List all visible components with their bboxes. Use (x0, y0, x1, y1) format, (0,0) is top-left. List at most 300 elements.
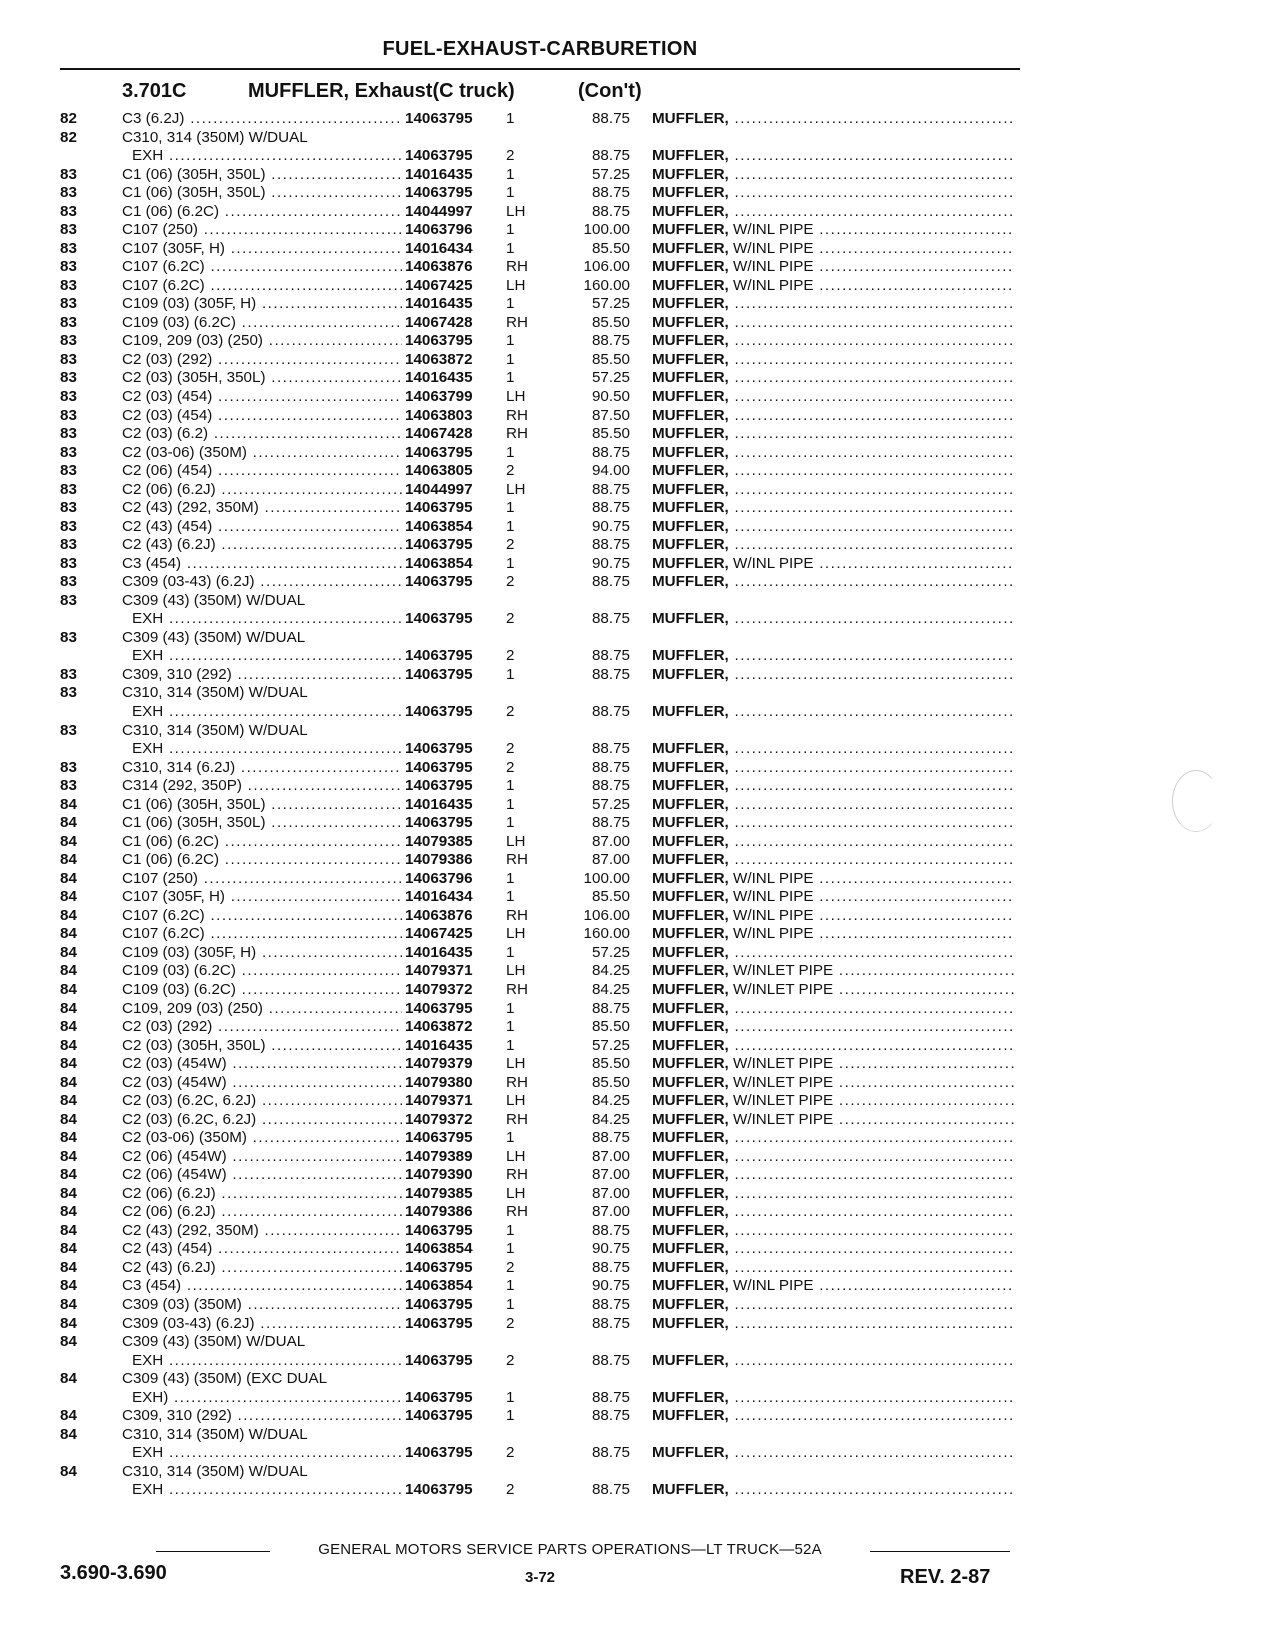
table-row (0, 1259, 1280, 1278)
quantity: 1 (506, 869, 515, 887)
price: 106.00 (583, 258, 630, 276)
footer-publisher: GENERAL MOTORS SERVICE PARTS OPERATIONS—LT TRUCK—52A (318, 1541, 822, 1558)
quantity: 1 (506, 888, 515, 906)
part-name-qualifier: W/INL PIPE (733, 925, 814, 943)
part-number: 14063795 (405, 536, 473, 554)
quantity: 1 (506, 814, 515, 832)
model-description: C1 (06) (305H, 350L) ..... (122, 814, 402, 833)
figure-number: 84 (60, 1092, 77, 1110)
model-description: C309 (03-43) (6.2J) ..... (122, 573, 402, 592)
model-description: EXH ..... (132, 1481, 402, 1500)
part-name (652, 1018, 1014, 1037)
part-number: 14016435 (405, 943, 473, 961)
figure-number: 84 (60, 1314, 77, 1332)
part-name-qualifier: W/INLET PIPE (733, 980, 834, 998)
figure-number: 83 (60, 499, 77, 517)
part-name-main: MUFFLER, (652, 1314, 729, 1332)
part-number: 14063876 (405, 906, 473, 924)
part-name (652, 777, 1014, 796)
table-row (0, 1222, 1280, 1241)
quantity: 1 (506, 110, 515, 127)
model-description: C2 (43) (454) ..... (122, 1240, 402, 1259)
part-name-qualifier: W/INLET PIPE (733, 1073, 834, 1091)
part-name-main: MUFFLER, (652, 554, 729, 572)
part-name-main: MUFFLER, (652, 295, 729, 313)
part-name (652, 203, 1014, 222)
table-row (0, 1240, 1280, 1259)
part-name (652, 407, 1014, 426)
figure-number: 83 (60, 443, 77, 461)
part-name (652, 851, 1014, 870)
price: 88.75 (591, 1258, 630, 1276)
figure-number: 84 (60, 1370, 77, 1388)
price: 85.50 (591, 1073, 630, 1091)
quantity: 1 (506, 184, 515, 202)
part-number: 14063795 (405, 1481, 473, 1499)
quantity: 1 (506, 369, 515, 387)
model-description: C107 (6.2C) ..... (122, 925, 402, 944)
part-name-main: MUFFLER, (652, 1110, 729, 1128)
figure-number: 84 (60, 943, 77, 961)
price: 85.50 (591, 888, 630, 906)
quantity: 1 (506, 1407, 515, 1425)
part-number: 14063795 (405, 1407, 473, 1425)
model-description: EXH ..... (132, 703, 402, 722)
figure-number: 83 (60, 406, 77, 424)
table-row (0, 1277, 1280, 1296)
quantity: 2 (506, 147, 515, 165)
part-name (652, 462, 1014, 481)
figure-number: 84 (60, 1221, 77, 1239)
model-description: C1 (06) (6.2C) ..... (122, 851, 402, 870)
figure-number: 83 (60, 721, 77, 739)
part-name (652, 332, 1014, 351)
table-row (0, 369, 1280, 388)
model-description: EXH ..... (132, 1444, 402, 1463)
part-name (652, 369, 1014, 388)
price: 88.75 (591, 703, 630, 720)
quantity: 1 (506, 1036, 515, 1054)
price: 57.25 (591, 165, 630, 183)
table-row (0, 1037, 1280, 1056)
parts-list (0, 110, 1280, 1500)
price: 90.75 (591, 517, 630, 535)
model-description: C1 (06) (6.2C) ..... (122, 203, 402, 222)
quantity: 2 (506, 1258, 515, 1276)
quantity: RH (506, 1203, 528, 1221)
figure-number: 83 (60, 295, 77, 313)
model-description: C2 (03) (292) ..... (122, 351, 402, 370)
part-name (652, 314, 1014, 333)
figure-number: 84 (60, 1166, 77, 1184)
part-name-main: MUFFLER, (652, 1073, 729, 1091)
table-row (0, 1000, 1280, 1019)
part-name-main: MUFFLER, (652, 1481, 729, 1499)
price: 100.00 (583, 221, 630, 239)
table-row (0, 1203, 1280, 1222)
part-name (652, 610, 1014, 629)
part-number: 14063795 (405, 758, 473, 776)
quantity: 2 (506, 647, 515, 665)
price: 88.75 (591, 610, 630, 628)
price: 85.50 (591, 239, 630, 257)
price: 88.75 (591, 1388, 630, 1406)
quantity: LH (506, 387, 526, 405)
part-number: 14067425 (405, 276, 473, 294)
price: 90.75 (591, 554, 630, 572)
part-name (652, 499, 1014, 518)
price: 84.25 (591, 1110, 630, 1128)
part-number: 14063795 (405, 1351, 473, 1369)
quantity: LH (506, 1092, 526, 1110)
price: 88.75 (591, 1296, 630, 1313)
page-number: 3-72 (524, 1569, 556, 1586)
price: 94.00 (591, 462, 630, 480)
model-description: C107 (6.2C) ..... (122, 907, 402, 926)
table-row (0, 277, 1280, 296)
quantity: 2 (506, 610, 515, 628)
part-number: 14067428 (405, 425, 473, 443)
price: 88.75 (591, 758, 630, 776)
figure-number: 83 (60, 258, 77, 276)
price: 88.75 (591, 1351, 630, 1369)
table-row (0, 962, 1280, 981)
part-number: 14079385 (405, 832, 473, 850)
table-row (0, 221, 1280, 240)
part-name (652, 351, 1014, 370)
part-name-main: MUFFLER, (652, 777, 729, 795)
footer-rule-right (870, 1551, 1010, 1552)
part-name-main: MUFFLER, (652, 369, 729, 387)
table-row (0, 1463, 1280, 1482)
quantity: 1 (506, 1240, 515, 1258)
part-name-main: MUFFLER, (652, 536, 729, 554)
part-name-main: MUFFLER, (652, 814, 729, 832)
part-name (652, 481, 1014, 500)
price: 88.75 (591, 480, 630, 498)
part-number: 14063796 (405, 221, 473, 239)
part-name-main: MUFFLER, (652, 573, 729, 591)
model-description: C2 (43) (454) ..... (122, 518, 402, 537)
table-row (0, 407, 1280, 426)
part-name-main: MUFFLER, (652, 610, 729, 628)
model-description: C2 (03-06) (350M) ..... (122, 1129, 402, 1148)
part-number: 14044997 (405, 480, 473, 498)
price: 88.75 (591, 1314, 630, 1332)
model-description: C2 (06) (6.2J) ..... (122, 481, 402, 500)
price: 160.00 (583, 925, 630, 943)
price: 88.75 (591, 147, 630, 165)
price: 87.50 (591, 406, 630, 424)
quantity: 1 (506, 165, 515, 183)
table-row (0, 388, 1280, 407)
table-row (0, 258, 1280, 277)
table-row (0, 1370, 1280, 1389)
model-description: C109 (03) (305F, H) ..... (122, 944, 402, 963)
table-row (0, 536, 1280, 555)
figure-number: 83 (60, 202, 77, 220)
table-row (0, 240, 1280, 259)
price: 57.25 (591, 943, 630, 961)
table-row (0, 722, 1280, 741)
part-name (652, 258, 1014, 277)
part-name-main: MUFFLER, (652, 1407, 729, 1425)
part-name-main: MUFFLER, (652, 1036, 729, 1054)
quantity: 1 (506, 665, 515, 683)
model-description: C309 (43) (350M) W/DUAL (122, 1333, 306, 1351)
table-row (0, 851, 1280, 870)
price: 88.75 (591, 1444, 630, 1462)
figure-number: 83 (60, 313, 77, 331)
price: 87.00 (591, 832, 630, 850)
figure-number: 82 (60, 128, 77, 146)
quantity: RH (506, 1166, 528, 1184)
figure-number: 84 (60, 1333, 77, 1351)
quantity: 1 (506, 1221, 515, 1239)
table-row (0, 592, 1280, 611)
table-row (0, 573, 1280, 592)
table-row (0, 1481, 1280, 1500)
model-description: C2 (06) (454W) ..... (122, 1148, 402, 1167)
quantity: 1 (506, 1388, 515, 1406)
table-row (0, 147, 1280, 166)
table-row (0, 1055, 1280, 1074)
price: 87.00 (591, 851, 630, 869)
part-number: 14016434 (405, 239, 473, 257)
table-row (0, 870, 1280, 889)
table-row (0, 1185, 1280, 1204)
part-name-qualifier: W/INL PIPE (733, 239, 814, 257)
part-name (652, 295, 1014, 314)
part-name-main: MUFFLER, (652, 110, 729, 127)
price: 57.25 (591, 369, 630, 387)
table-row (0, 1333, 1280, 1352)
model-description: C309 (43) (350M) W/DUAL (122, 628, 306, 646)
figure-number: 83 (60, 628, 77, 646)
part-number: 14079371 (405, 1092, 473, 1110)
quantity: RH (506, 1073, 528, 1091)
footer-section-range: 3.690-3.690 (60, 1562, 167, 1584)
price: 85.50 (591, 350, 630, 368)
figure-number: 84 (60, 1277, 77, 1295)
part-name (652, 573, 1014, 592)
part-number: 14063854 (405, 554, 473, 572)
model-description: C310, 314 (350M) W/DUAL (122, 684, 308, 702)
part-name (652, 888, 1014, 907)
model-description: C1 (06) (6.2C) ..... (122, 833, 402, 852)
part-name (652, 1296, 1014, 1315)
table-row (0, 1444, 1280, 1463)
model-description: C2 (43) (292, 350M) ..... (122, 499, 402, 518)
table-row (0, 1407, 1280, 1426)
part-name-main: MUFFLER, (652, 147, 729, 165)
part-number: 14063795 (405, 147, 473, 165)
price: 84.25 (591, 962, 630, 980)
price: 88.75 (591, 536, 630, 554)
part-number: 14063795 (405, 665, 473, 683)
price: 88.75 (591, 647, 630, 665)
figure-number: 84 (60, 888, 77, 906)
quantity: LH (506, 925, 526, 943)
model-description: C107 (6.2C) ..... (122, 258, 402, 277)
table-row (0, 1352, 1280, 1371)
part-name-main: MUFFLER, (652, 1166, 729, 1184)
part-name-main: MUFFLER, (652, 999, 729, 1017)
part-name-qualifier: W/INL PIPE (733, 276, 814, 294)
part-name-main: MUFFLER, (652, 406, 729, 424)
quantity: 1 (506, 1129, 515, 1147)
price: 90.75 (591, 1240, 630, 1258)
price: 87.00 (591, 1203, 630, 1221)
price: 88.75 (591, 665, 630, 683)
quantity: LH (506, 1055, 526, 1073)
part-number: 14063795 (405, 1444, 473, 1462)
model-description: C1 (06) (305H, 350L) ..... (122, 166, 402, 185)
part-name-main: MUFFLER, (652, 1388, 729, 1406)
part-name (652, 666, 1014, 685)
model-description: C2 (03) (305H, 350L) ..... (122, 369, 402, 388)
part-name-main: MUFFLER, (652, 425, 729, 443)
part-name (652, 240, 1014, 259)
model-description: C2 (03) (305H, 350L) ..... (122, 1037, 402, 1056)
part-name (652, 1037, 1014, 1056)
figure-number: 84 (60, 795, 77, 813)
figure-number: 83 (60, 665, 77, 683)
table-row (0, 1018, 1280, 1037)
figure-number: 84 (60, 925, 77, 943)
part-number: 14079379 (405, 1055, 473, 1073)
model-description: C3 (454) ..... (122, 1277, 402, 1296)
quantity: LH (506, 1184, 526, 1202)
table-row (0, 610, 1280, 629)
price: 57.25 (591, 795, 630, 813)
part-name-main: MUFFLER, (652, 165, 729, 183)
part-name-main: MUFFLER, (652, 665, 729, 683)
scan-artifact (1172, 770, 1220, 832)
part-name-main: MUFFLER, (652, 1351, 729, 1369)
quantity: RH (506, 258, 528, 276)
part-number: 14063803 (405, 406, 473, 424)
quantity: 1 (506, 443, 515, 461)
part-number: 14063795 (405, 1258, 473, 1276)
part-number: 14079389 (405, 1147, 473, 1165)
part-name-main: MUFFLER, (652, 332, 729, 350)
figure-number: 84 (60, 1147, 77, 1165)
quantity: 2 (506, 536, 515, 554)
figure-number: 84 (60, 832, 77, 850)
table-row (0, 833, 1280, 852)
quantity: 1 (506, 777, 515, 795)
table-row (0, 129, 1280, 148)
figure-number: 83 (60, 777, 77, 795)
model-description: C314 (292, 350P) ..... (122, 777, 402, 796)
part-name-main: MUFFLER, (652, 1092, 729, 1110)
table-row (0, 203, 1280, 222)
figure-number: 84 (60, 1184, 77, 1202)
part-number: 14016435 (405, 295, 473, 313)
part-number: 14016435 (405, 369, 473, 387)
part-name-main: MUFFLER, (652, 925, 729, 943)
price: 88.75 (591, 499, 630, 517)
quantity: 2 (506, 758, 515, 776)
part-name-main: MUFFLER, (652, 350, 729, 368)
part-name (652, 147, 1014, 166)
table-row (0, 647, 1280, 666)
quantity: 1 (506, 221, 515, 239)
part-name (652, 759, 1014, 778)
figure-number: 84 (60, 962, 77, 980)
model-description: C2 (43) (6.2J) ..... (122, 1259, 402, 1278)
figure-number: 84 (60, 1110, 77, 1128)
part-name-main: MUFFLER, (652, 313, 729, 331)
quantity: 1 (506, 239, 515, 257)
model-description: C109 (03) (305F, H) ..... (122, 295, 402, 314)
model-description: C2 (03) (454W) ..... (122, 1074, 402, 1093)
section-number: 3.701C (122, 80, 187, 102)
part-number: 14016435 (405, 165, 473, 183)
part-name (652, 1277, 1014, 1296)
part-number: 14063795 (405, 443, 473, 461)
table-row (0, 1315, 1280, 1334)
part-name (652, 962, 1014, 981)
part-name-main: MUFFLER, (652, 1147, 729, 1165)
part-name-main: MUFFLER, (652, 832, 729, 850)
model-description: C3 (6.2J) ..... (122, 110, 402, 129)
table-row (0, 796, 1280, 815)
table-row (0, 184, 1280, 203)
figure-number: 83 (60, 332, 77, 350)
part-number: 14079385 (405, 1184, 473, 1202)
part-number: 14079386 (405, 1203, 473, 1221)
quantity: 2 (506, 1351, 515, 1369)
quantity: 2 (506, 462, 515, 480)
part-number: 14063795 (405, 1388, 473, 1406)
figure-number: 84 (60, 906, 77, 924)
part-name (652, 110, 1014, 129)
header-rule (60, 68, 1020, 70)
part-number: 14063795 (405, 777, 473, 795)
part-name (652, 981, 1014, 1000)
part-name-main: MUFFLER, (652, 443, 729, 461)
part-name (652, 1315, 1014, 1334)
part-name (652, 518, 1014, 537)
figure-number: 84 (60, 1073, 77, 1091)
table-row (0, 981, 1280, 1000)
part-number: 14063795 (405, 110, 473, 127)
part-number: 14067425 (405, 925, 473, 943)
price: 57.25 (591, 1036, 630, 1054)
part-number: 14063795 (405, 184, 473, 202)
part-name (652, 1481, 1014, 1500)
quantity: 1 (506, 999, 515, 1017)
model-description: C2 (03) (292) ..... (122, 1018, 402, 1037)
part-name-qualifier: W/INL PIPE (733, 221, 814, 239)
model-description: C107 (305F, H) ..... (122, 240, 402, 259)
model-description: C309 (43) (350M) W/DUAL (122, 591, 306, 609)
model-description: C2 (03) (6.2C, 6.2J) ..... (122, 1092, 402, 1111)
table-row (0, 555, 1280, 574)
footer-rule-left (156, 1551, 270, 1552)
part-number: 14063795 (405, 1314, 473, 1332)
price: 90.75 (591, 1277, 630, 1295)
figure-number: 84 (60, 1203, 77, 1221)
model-description: C3 (454) ..... (122, 555, 402, 574)
quantity: 2 (506, 573, 515, 591)
part-number: 14063795 (405, 999, 473, 1017)
part-name (652, 833, 1014, 852)
table-row (0, 444, 1280, 463)
figure-number: 84 (60, 1425, 77, 1443)
